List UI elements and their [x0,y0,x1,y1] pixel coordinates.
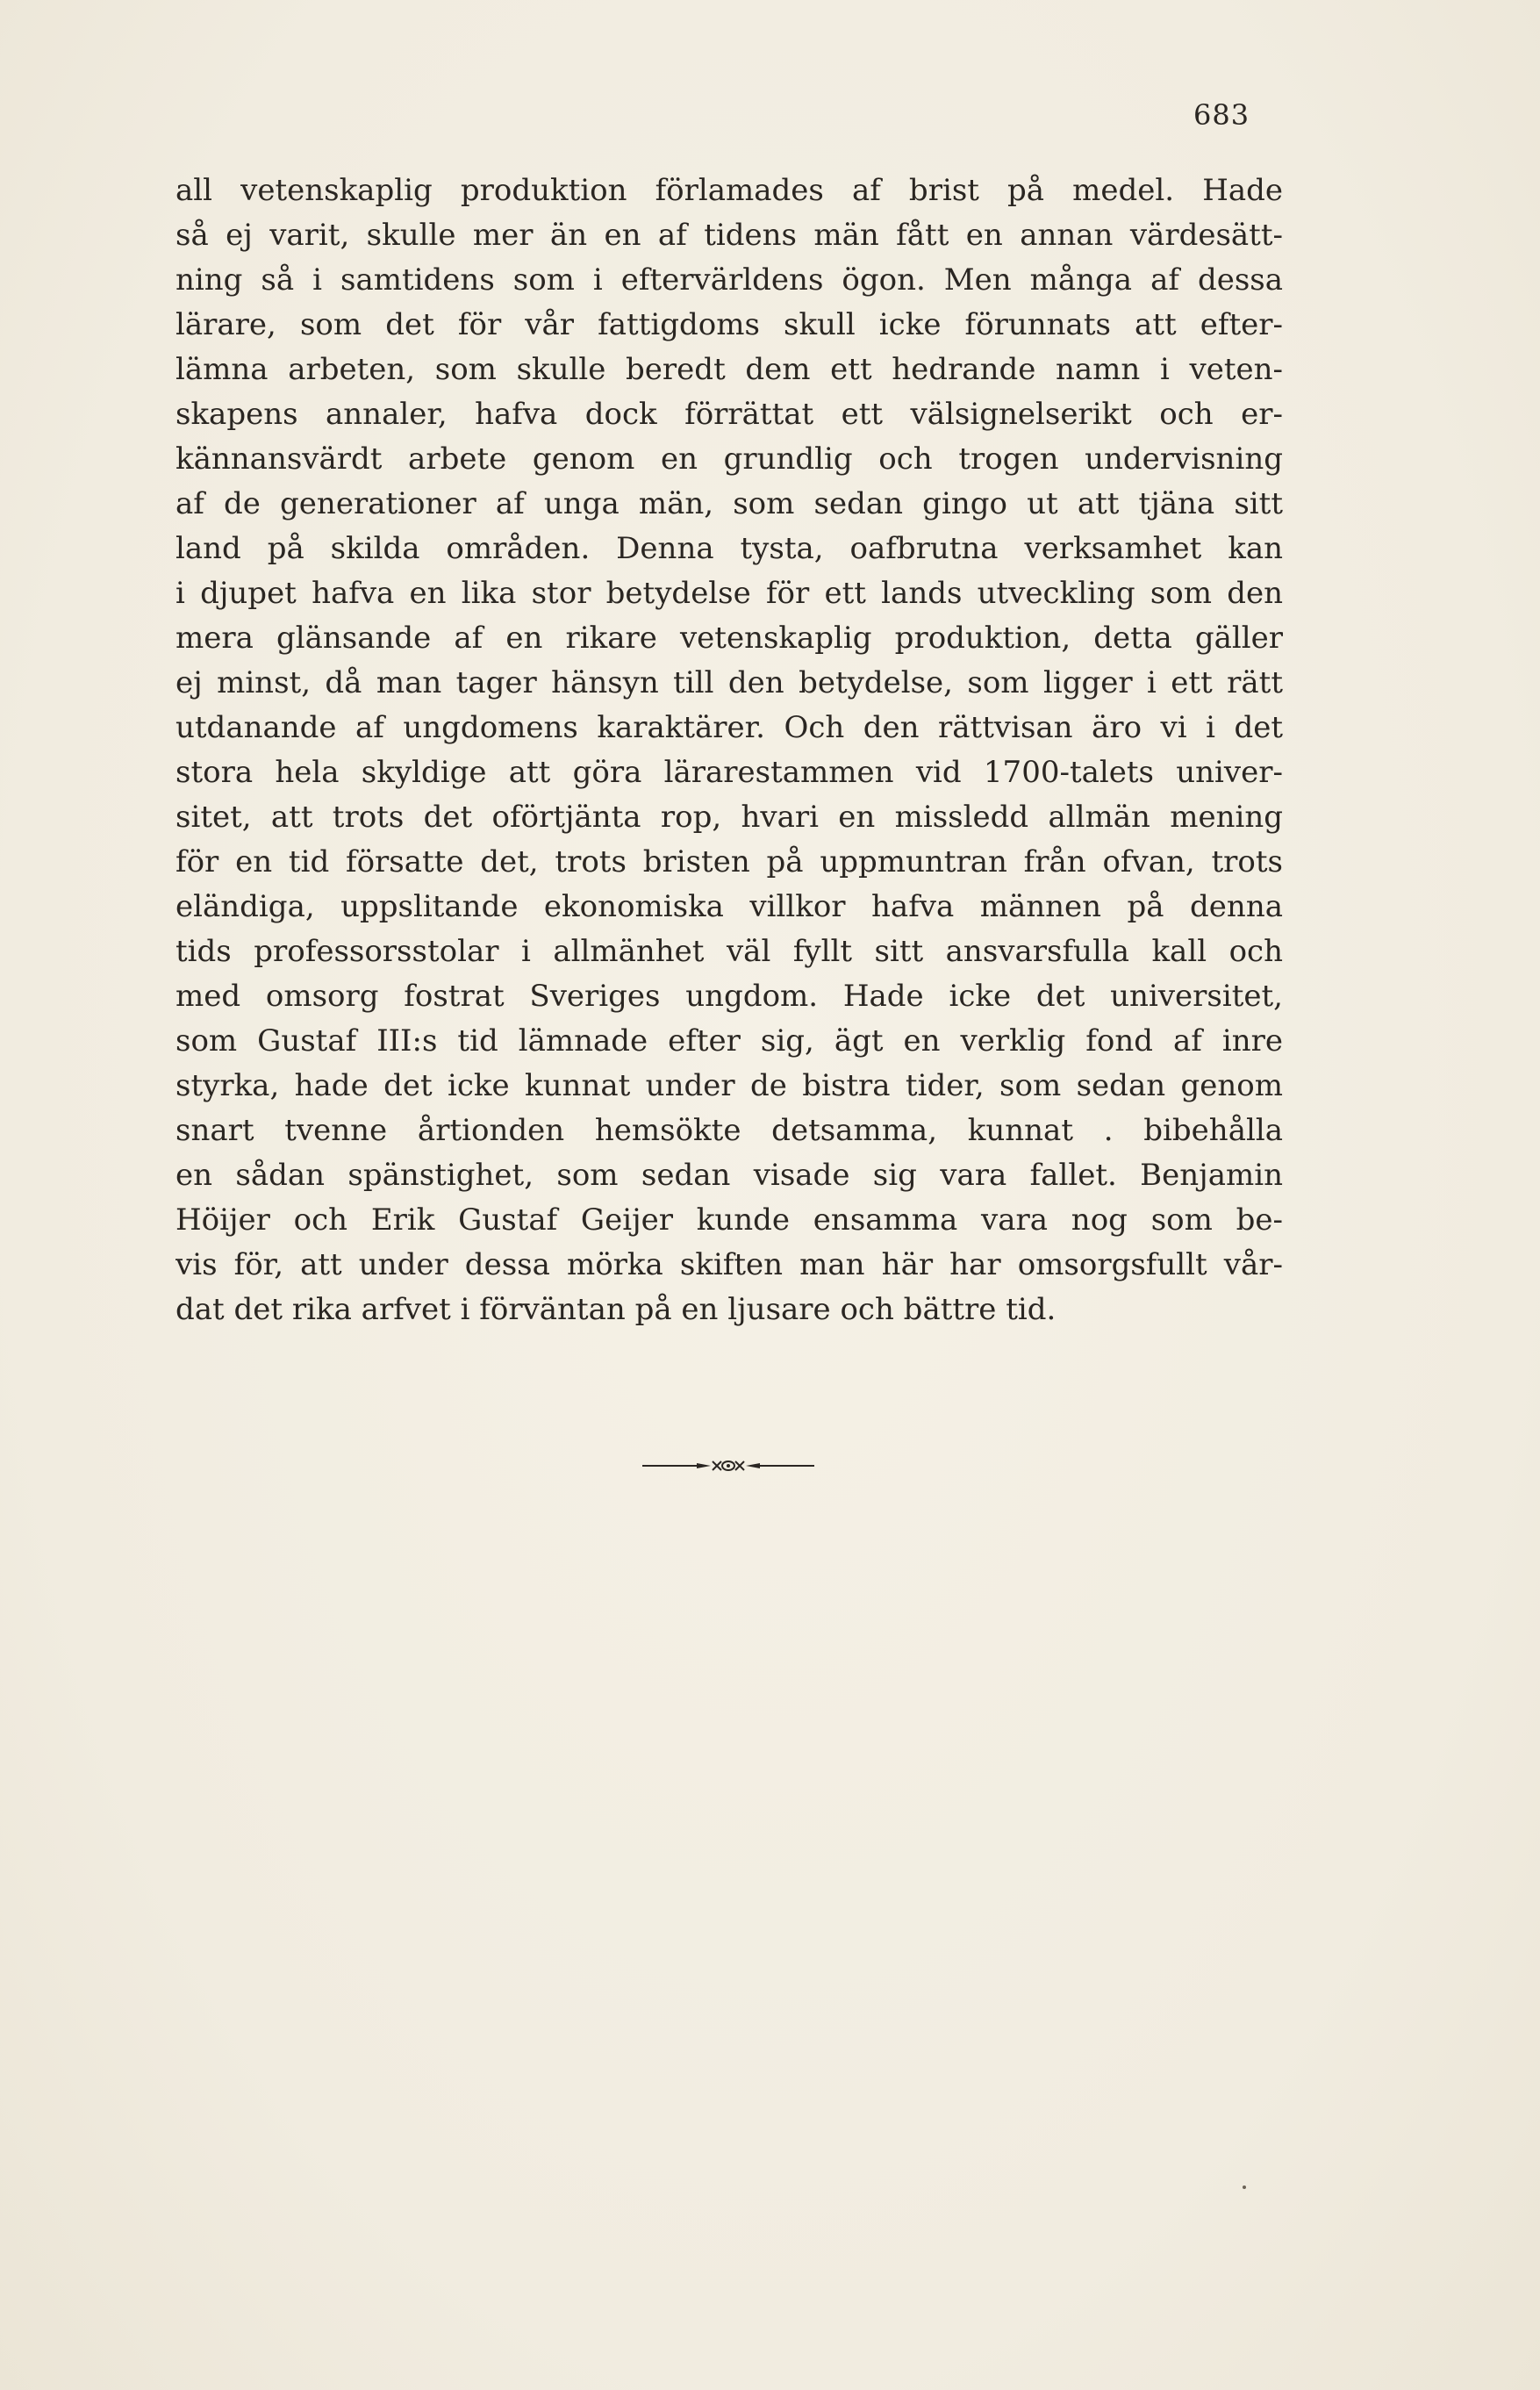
text-line: för en tid försatte det, trots bristen på uppmuntran från ofvan, trots [175,844,1283,879]
text-line: snart tvenne årtionden hemsökte detsamma, kunnat . bibehålla [175,1113,1283,1148]
text-line: all vetenskaplig produktion förlamades af brist på medel. Hade [175,173,1283,208]
text-line: land på skilda områden. Denna tysta, oafbrutna verksamhet kan [175,531,1283,566]
text-line: mera glänsande af en rikare vetenskaplig produktion, detta gäller [175,621,1283,656]
paper-speck [1243,2185,1246,2189]
flourish-ornament-icon [641,1457,816,1475]
text-line: med omsorg fostrat Sveriges ungdom. Hade icke det universitet, [175,979,1283,1014]
text-line: dat det rika arfvet i förväntan på en ljusare och bättre tid. [175,1292,1057,1327]
text-line: af de generationer af unga män, som sedan gingo ut att tjäna sitt [175,486,1283,521]
text-line: vis för, att under dessa mörka skiften man här har omsorgsfullt vår- [175,1247,1283,1282]
text-line: skapens annaler, hafva dock förrättat ett välsignelserikt och er- [175,397,1283,432]
text-line: så ej varit, skulle mer än en af tidens män fått en annan värdesätt- [175,218,1283,253]
text-line: kännansvärdt arbete genom en grundlig och trogen undervisning [175,441,1283,477]
text-line: tids professorsstolar i allmänhet väl fyllt sitt ansvarsfulla kall och [175,934,1283,969]
text-line: utdanande af ungdomens karaktärer. Och den rättvisan äro vi i det [175,710,1283,745]
text-line: lämna arbeten, som skulle beredt dem ett hedrande namn i veten- [175,352,1283,387]
text-line: sitet, att trots det oförtjänta rop, hvari en missledd allmän mening [175,800,1283,835]
text-line: ning så i samtidens som i eftervärldens ögon. Men många af dessa [175,262,1283,298]
text-line: lärare, som det för vår fattigdoms skull icke förunnats att efter- [175,307,1283,342]
text-line: i djupet hafva en lika stor betydelse för ett lands utveckling som den [175,576,1283,611]
text-line: en sådan spänstighet, som sedan visade sig vara fallet. Benjamin [175,1158,1283,1193]
body-paragraph [175,169,1283,1332]
text-line: som Gustaf III:s tid lämnade efter sig, ägt en verklig fond af inre [175,1023,1283,1059]
text-line: Höijer och Erik Gustaf Geijer kunde ensamma vara nog som be- [175,1202,1283,1238]
text-line: eländiga, uppslitande ekonomiska villkor hafva männen på denna [175,889,1283,924]
text-line: ej minst, då man tager hänsyn till den betydelse, som ligger i ett rätt [175,665,1283,700]
page-number: 683 [1193,98,1250,132]
text-line: stora hela skyldige att göra lärarestammen vid 1700-talets univer- [175,755,1283,790]
text-line: styrka, hade det icke kunnat under de bistra tider, som sedan genom [175,1068,1283,1103]
